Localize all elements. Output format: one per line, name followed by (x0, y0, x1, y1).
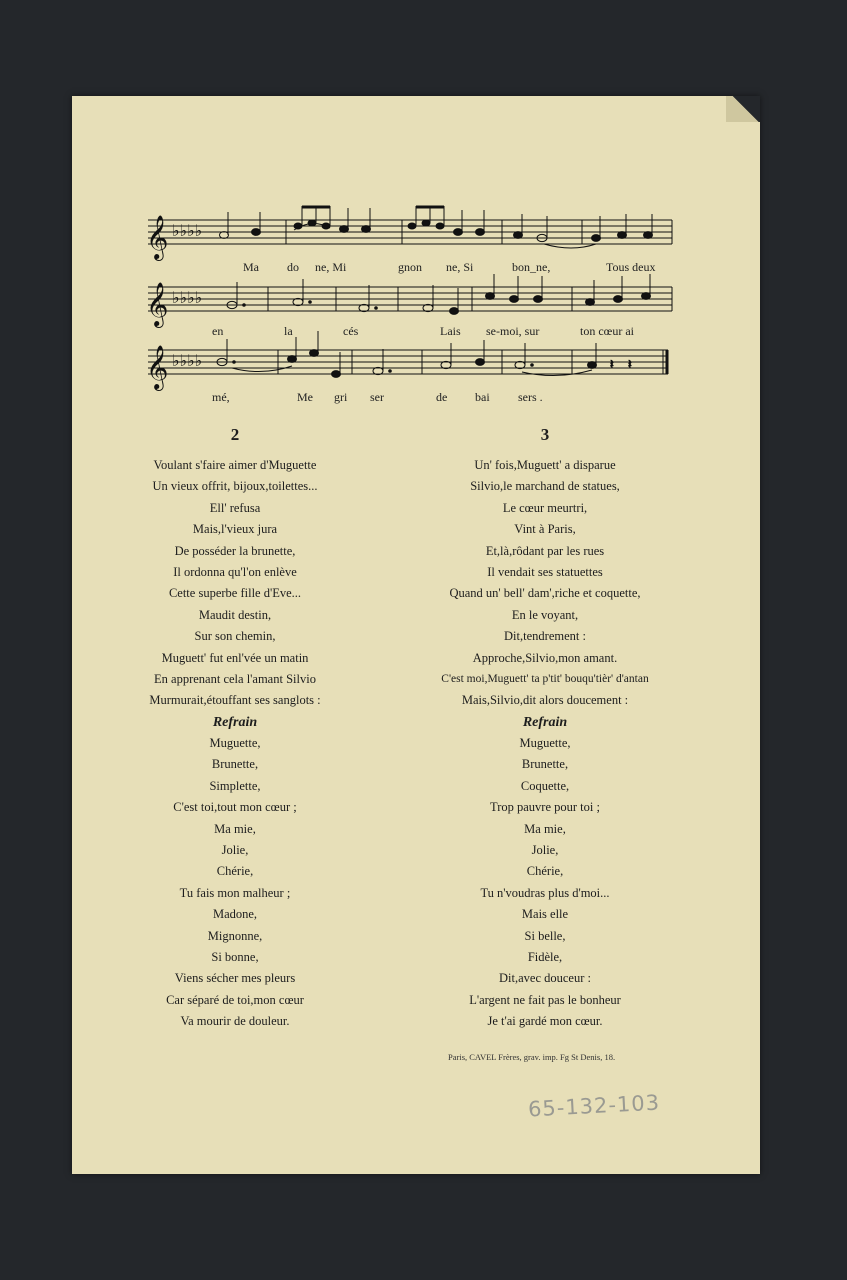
lyric-ne-mi: ne, Mi (315, 260, 347, 274)
lyric-en: en (212, 324, 224, 338)
verse-line: Muguette, (519, 736, 571, 751)
music-staff (72, 200, 692, 420)
verse-2 (85, 425, 385, 1033)
lyric-ser: ser (370, 390, 384, 404)
verse-line: Cette superbe fille d'Eve... (168, 586, 302, 601)
lyric-se-moi: se-moi, sur (486, 324, 540, 338)
verse-line: Vint à Paris, (514, 522, 576, 537)
svg-text:𝄞: 𝄞 (146, 215, 169, 259)
verse-line: Brunette, (521, 757, 569, 772)
verse-line: Ma mie, (214, 821, 256, 836)
refrain-heading: Refrain (212, 714, 258, 730)
verse-line: Un' fois,Muguett' a disparue (474, 458, 616, 472)
verse-3 (395, 425, 695, 1033)
verse-line: Brunette, (211, 757, 259, 772)
verse-line: Silvio,le marchand de statues, (470, 479, 620, 494)
verse-line: Fidèle, (527, 949, 563, 964)
verse-line: Voulant s'faire aimer d'Muguette (153, 458, 317, 472)
verse-number: 3 (540, 425, 550, 444)
verse-line: C'est toi,tout mon cœur ; (173, 800, 297, 815)
verse-line: Et,là,rôdant par les rues (485, 543, 605, 558)
lyric-ma: Ma (243, 260, 259, 274)
lyric-la: la (284, 324, 293, 338)
refrain-heading: Refrain (522, 714, 568, 730)
lyric-me: mé, (212, 390, 230, 404)
verse-line: Simplette, (209, 778, 261, 793)
verse-line: Il ordonna qu'l'on enlève (173, 564, 297, 579)
verse-line: Ell' refusa (209, 500, 261, 515)
verse-line: Coquette, (520, 778, 570, 793)
verse-line: De posséder la brunette, (174, 543, 296, 558)
lyric-gri: gri (334, 390, 348, 404)
verse-line: Ma mie, (524, 821, 566, 836)
lyric-bonne: bon_ne, (512, 260, 551, 274)
lyric-bai: bai (475, 390, 490, 404)
verse-line: Le cœur meurtri, (502, 500, 588, 515)
verse-line: C'est moi,Muguett' ta p'tit' bouqu'tièr' d'antan (441, 672, 649, 685)
verse-line: Jolie, (531, 843, 559, 858)
lyric-gnon: gnon (398, 260, 422, 274)
svg-text:♭♭♭♭: ♭♭♭♭ (172, 288, 203, 307)
lyric-tous-deux: Tous deux (606, 260, 656, 274)
verse-line: Jolie, (221, 843, 249, 858)
verse-line: Tu fais mon malheur ; (179, 885, 291, 900)
verse-line: Mignonne, (207, 928, 263, 943)
verse-line: Car séparé de toi,mon cœur (166, 992, 304, 1007)
verse-line: Si belle, (524, 928, 566, 943)
verse-line: Muguett' fut enl'vée un matin (161, 650, 309, 665)
verse-line: Quand un' bell' dam',riche et coquette, (449, 586, 641, 601)
verse-line: Mais elle (521, 907, 569, 922)
verse-line: Muguette, (209, 736, 261, 751)
folded-corner (726, 96, 760, 122)
svg-text:𝄽: 𝄽 (628, 357, 632, 371)
svg-text:♭♭♭♭: ♭♭♭♭ (172, 351, 203, 370)
verse-line: Si bonne, (211, 949, 259, 964)
verse-line: Tu n'voudras plus d'moi... (480, 885, 610, 900)
verse-line: Mais,l'vieux jura (192, 522, 278, 537)
lyric-lais: Lais (440, 324, 461, 338)
verse-line: Mais,Silvio,dit alors doucement : (461, 693, 629, 708)
verse-line: Il vendait ses statuettes (487, 564, 603, 579)
verse-line: Murmurait,étouffant ses sanglots : (149, 693, 321, 708)
verse-line: Je t'ai gardé mon cœur. (487, 1014, 603, 1029)
verse-line: Un vieux offrit, bijoux,toilettes... (152, 479, 318, 494)
verse-line: En apprenant cela l'amant Silvio (154, 671, 316, 686)
lyric-ton-coeur: ton cœur ai (580, 324, 634, 338)
catalog-number: 65-132-103 (527, 1090, 661, 1122)
verse-line: En le voyant, (511, 607, 579, 622)
verse-line: Sur son chemin, (194, 629, 276, 644)
svg-text:𝄽: 𝄽 (610, 357, 614, 371)
verse-line: Trop pauvre pour toi ; (490, 800, 600, 815)
verse-line: Dit,avec douceur : (499, 971, 591, 986)
lyric-sers: sers . (518, 390, 543, 404)
verse-line: Chérie, (216, 864, 254, 879)
lyric-ne-si: ne, Si (446, 260, 474, 274)
lyric-me2: Me (297, 390, 313, 404)
lyric-do: do (287, 260, 299, 274)
svg-text:𝄞: 𝄞 (146, 282, 169, 326)
verse-line: Madone, (212, 907, 258, 922)
verse-line: Viens sécher mes pleurs (174, 971, 296, 986)
lyric-de: de (436, 390, 448, 404)
verse-line: Approche,Silvio,mon amant. (472, 650, 618, 665)
verse-line: Maudit destin, (198, 607, 272, 622)
verse-line: Va mourir de douleur. (180, 1014, 290, 1029)
verse-line: L'argent ne fait pas le bonheur (469, 992, 621, 1007)
lyric-ces: cés (343, 324, 359, 338)
verse-line: Chérie, (526, 864, 564, 879)
svg-text:♭♭♭♭: ♭♭♭♭ (172, 221, 203, 240)
verse-line: Dit,tendrement : (504, 629, 586, 644)
printer-imprint: Paris, CAVEL Frères, grav. imp. Fg St Denis, 18. (448, 1052, 616, 1062)
svg-text:𝄞: 𝄞 (146, 345, 169, 389)
verse-number: 2 (230, 425, 240, 444)
